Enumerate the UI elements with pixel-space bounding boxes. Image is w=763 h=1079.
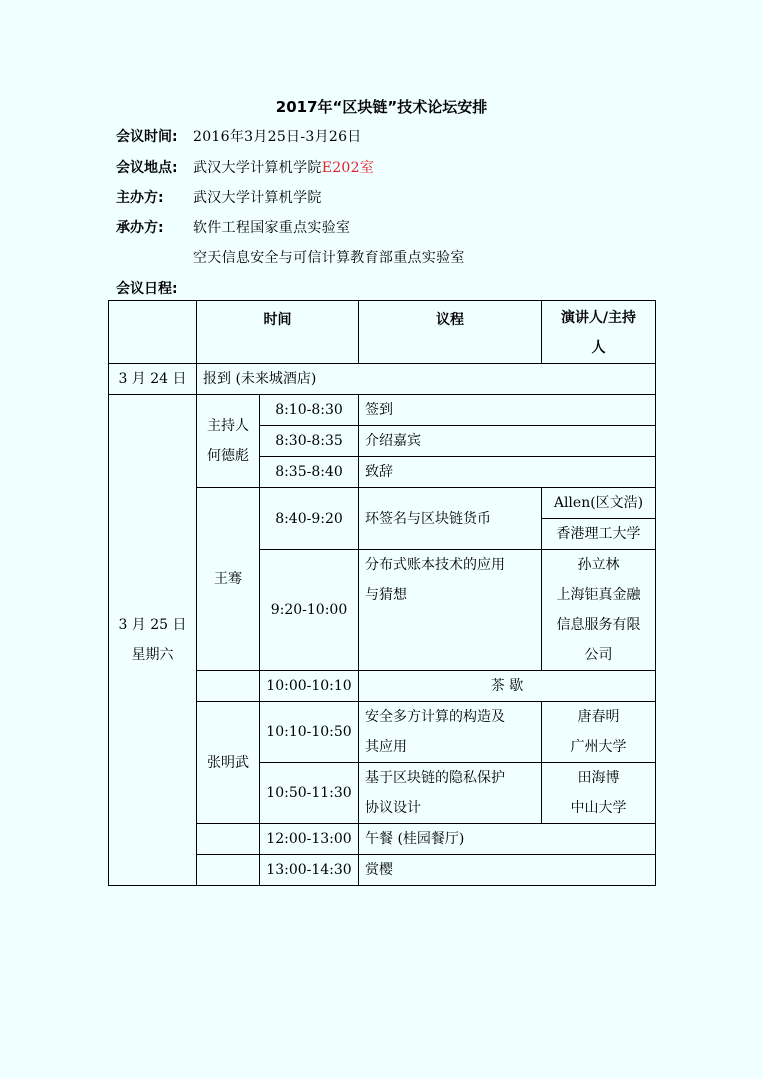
row-time: 13:00-14:30 — [260, 855, 359, 886]
day2-date-cell — [109, 395, 197, 886]
row-time: 9:20-10:00 — [260, 550, 359, 671]
row-speaker-line2: 上海钜真金融 — [556, 587, 641, 603]
row-agenda — [359, 550, 542, 671]
host-row — [116, 187, 322, 209]
row-speaker-line4: 公司 — [584, 647, 613, 663]
meeting-time-row — [116, 126, 362, 148]
meeting-time-label: 会议时间: — [116, 129, 178, 145]
row-speaker: Allen(区文浩) — [542, 488, 656, 519]
row-time: 10:10-10:50 — [260, 702, 359, 763]
host-label: 主办方: — [116, 190, 164, 206]
header-empty-cell — [109, 301, 197, 364]
host-value: 武汉大学计算机学院 — [193, 190, 322, 206]
day1-event: 报到 (未来城酒店) — [197, 364, 656, 395]
table-row — [109, 395, 656, 426]
header-speaker-line2: 人 — [591, 340, 606, 356]
row-agenda-line2: 其应用 — [365, 739, 407, 755]
empty-host-cell — [197, 855, 260, 886]
host2-cell: 王骞 — [197, 488, 260, 671]
row-speaker — [542, 702, 656, 763]
row-agenda: 致辞 — [359, 457, 656, 488]
row-time: 10:00-10:10 — [260, 671, 359, 702]
header-agenda: 议程 — [359, 301, 542, 364]
row-speaker-line1: 唐春明 — [577, 709, 620, 725]
row-agenda-line1: 分布式账本技术的应用 — [365, 557, 505, 573]
row-speaker-line3: 信息服务有限 — [556, 617, 641, 633]
table-header-row — [109, 301, 656, 364]
host3-cell: 张明武 — [197, 702, 260, 824]
empty-host-cell — [197, 671, 260, 702]
row-time: 8:35-8:40 — [260, 457, 359, 488]
row-agenda: 签到 — [359, 395, 656, 426]
meeting-place-value: 武汉大学计算机学院 — [193, 160, 322, 176]
row-time: 8:40-9:20 — [260, 488, 359, 550]
row-time: 10:50-11:30 — [260, 763, 359, 824]
page-title: 2017年“区块链”技术论坛安排 — [275, 98, 488, 116]
row-agenda-line2: 与猜想 — [365, 587, 407, 603]
day2-weekday: 星期六 — [131, 647, 174, 663]
row-agenda-line1: 基于区块链的隐私保护 — [365, 770, 505, 786]
row-agenda: 介绍嘉宾 — [359, 426, 656, 457]
row-speaker-affiliation: 香港理工大学 — [542, 519, 656, 550]
row-time: 8:10-8:30 — [260, 395, 359, 426]
row-speaker-line1: 田海博 — [577, 770, 620, 786]
header-speaker — [542, 301, 656, 364]
row-agenda — [359, 763, 542, 824]
row-agenda: 茶 歇 — [359, 671, 656, 702]
row-speaker-line2: 广州大学 — [570, 739, 627, 755]
host1-cell — [197, 395, 260, 488]
row-time: 12:00-13:00 — [260, 824, 359, 855]
empty-host-cell — [197, 824, 260, 855]
row-speaker — [542, 763, 656, 824]
organizer-row — [116, 217, 350, 239]
header-time: 时间 — [197, 301, 359, 364]
row-agenda: 赏樱 — [359, 855, 656, 886]
organizer-row-2 — [116, 247, 465, 269]
host1-line1: 主持人 — [207, 418, 249, 434]
table-row — [109, 364, 656, 395]
organizer-value-1: 软件工程国家重点实验室 — [193, 220, 351, 236]
header-speaker-line1: 演讲人/主持 — [560, 310, 637, 326]
meeting-time-value: 2016年3月25日-3月26日 — [193, 129, 362, 145]
day2-date: 3 月 25 日 — [118, 617, 187, 633]
meeting-place-row — [116, 157, 374, 179]
row-speaker-line1: 孙立林 — [577, 557, 620, 573]
host1-line2: 何德彪 — [207, 448, 249, 464]
row-speaker-line2: 中山大学 — [570, 800, 627, 816]
day1-date: 3 月 24 日 — [109, 364, 197, 395]
row-agenda-line2: 协议设计 — [365, 800, 421, 816]
schedule-table — [108, 300, 656, 886]
meeting-place-label: 会议地点: — [116, 160, 178, 176]
row-speaker — [542, 550, 656, 671]
row-agenda: 午餐 (桂园餐厅) — [359, 824, 656, 855]
organizer-value-2: 空天信息安全与可信计算教育部重点实验室 — [193, 250, 465, 266]
row-time: 8:30-8:35 — [260, 426, 359, 457]
row-agenda: 环签名与区块链货币 — [359, 488, 542, 550]
organizer-label: 承办方: — [116, 220, 164, 236]
row-agenda — [359, 702, 542, 763]
row-agenda-line1: 安全多方计算的构造及 — [365, 709, 505, 725]
meeting-room-value: E202室 — [321, 160, 375, 176]
schedule-label: 会议日程: — [116, 281, 178, 297]
